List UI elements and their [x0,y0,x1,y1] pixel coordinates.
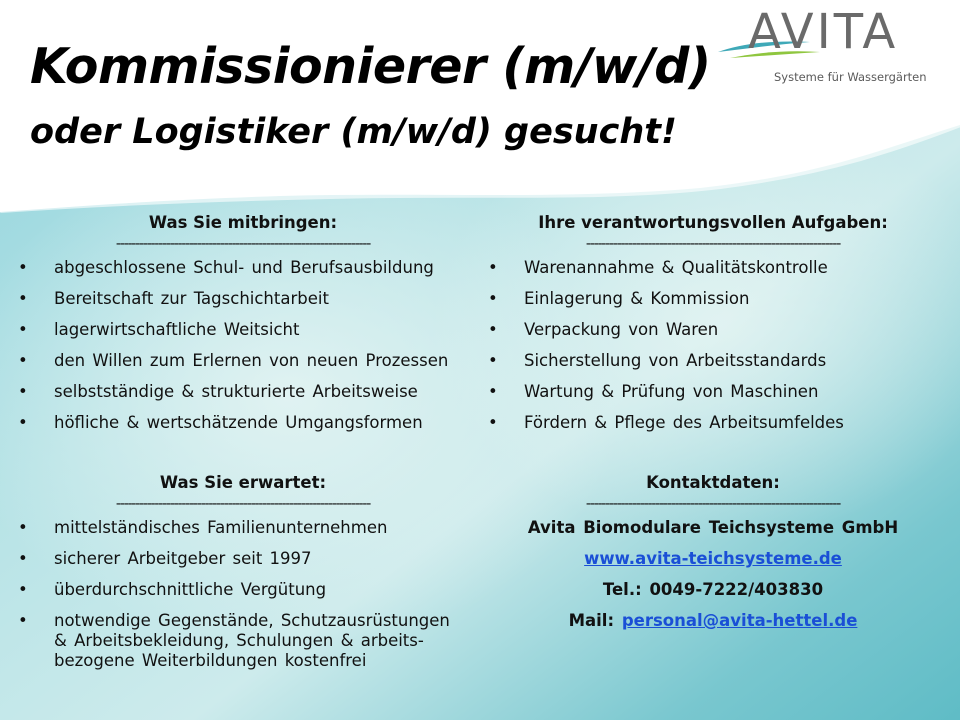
list-item: • Einlagerung & Kommission [488,289,938,309]
requirements-section [18,213,468,444]
list-item: • Sicherstellung von Arbeitsstandards [488,351,938,371]
list-item: • sicherer Arbeitgeber seit 1997 [18,549,468,569]
tasks-list [488,258,938,433]
requirements-separator: ------------------------------------------------------------------ [115,236,371,252]
website-link[interactable]: www.avita-teichsysteme.de [584,549,842,568]
list-item: • Fördern & Pflege des Arbeitsumfeldes [488,413,938,433]
offer-section [18,473,468,682]
phone-number: Tel.: 0049-7222/403830 [602,580,824,599]
tasks-separator: ------------------------------------------------------------------ [585,236,841,252]
list-item: • Warenannahme & Qualitätskontrolle [488,258,938,278]
mail-label: Mail: [568,611,615,630]
company-name: Avita Biomodulare Teichsysteme GmbH [527,518,899,537]
list-item: • selbstständige & strukturierte Arbeitsweise [18,382,468,402]
list-item: • abgeschlossene Schul- und Berufsausbildung [18,258,468,278]
list-item: • den Willen zum Erlernen von neuen Prozessen [18,351,468,371]
list-item: • höfliche & wertschätzende Umgangsformen [18,413,468,433]
tasks-heading: Ihre verantwortungsvollen Aufgaben: [538,213,888,232]
contact-heading: Kontaktdaten: [646,473,780,492]
offer-heading: Was Sie erwartet: [159,473,327,492]
list-item: • notwendige Gegenstände, Schutzausrüstungen & Arbeitsbekleidung, Schulungen & arbeits-bezogene Weiterbildungen kostenfrei [18,611,468,671]
list-item: • überdurchschnittliche Vergütung [18,580,468,600]
offer-list [18,518,468,671]
avita-logo [700,6,950,94]
contact-separator: ------------------------------------------------------------------ [585,496,841,512]
tasks-section [488,213,938,444]
logo-tagline: Systeme für Wassergärten [774,70,927,84]
requirements-list [18,258,468,433]
list-item: • Verpackung von Waren [488,320,938,340]
logo-wordmark: AVITA [748,4,899,60]
list-item: • Wartung & Prüfung von Maschinen [488,382,938,402]
list-item: • Bereitschaft zur Tagschichtarbeit [18,289,468,309]
offer-separator: ------------------------------------------------------------------ [115,496,371,512]
email-link[interactable]: personal@avita-hettel.de [621,611,858,630]
list-item: • mittelständisches Familienunternehmen [18,518,468,538]
list-item: • lagerwirtschaftliche Weitsicht [18,320,468,340]
contact-section [488,473,938,642]
page-subtitle: oder Logistiker (m/w/d) gesucht! [30,112,677,152]
requirements-heading: Was Sie mitbringen: [148,213,338,232]
page-title: Kommissionierer (m/w/d) [30,38,711,95]
